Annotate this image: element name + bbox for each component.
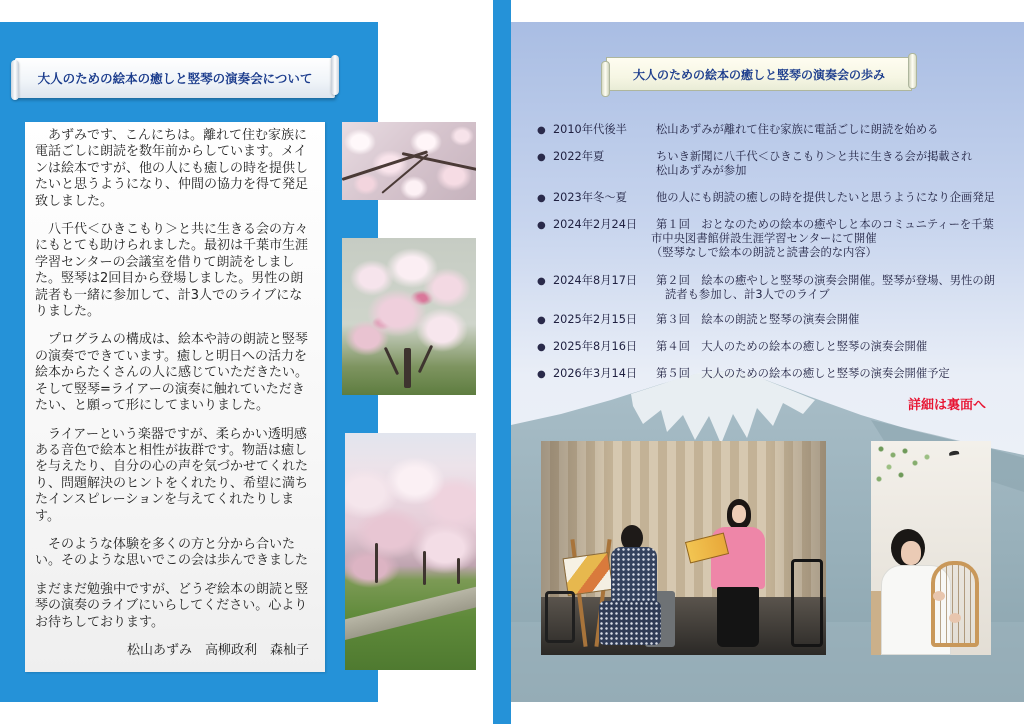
photo-harp-player (871, 441, 991, 655)
timeline-date: 2024年2月24日 (553, 218, 638, 231)
timeline-text (656, 367, 950, 381)
about-title-banner (15, 58, 335, 98)
timeline-date: 2026年3月14日 (553, 367, 638, 380)
chair (545, 591, 575, 643)
bullet-icon (537, 218, 549, 233)
about-paragraph-3: プログラムの構成は、絵本や詩の朗読と竪琴の演奏でできています。癒しと明日への活力を絵本からたくさんの人に感じていただきたい。そして竪琴=ライアーの演奏に触れていただきたい、と願って形にしてまいりました。 (35, 332, 309, 414)
about-paragraph-6: まだまだ勉強中ですが、どうぞ絵本の朗読と竪琴の演奏のライブにいらしてください。心よりお待ちしております。 (35, 581, 309, 630)
timeline-text (656, 340, 927, 354)
standing-performer-skirt (717, 587, 759, 647)
timeline-line: 市中央図書館併設生涯学習センターにて開催 (651, 232, 877, 245)
timeline-line: 第１回 おとなのための絵本の癒やしと本のコミュニティーを千葉 (656, 218, 994, 231)
harp (931, 561, 979, 647)
timeline-text (656, 191, 995, 205)
standing-performer-face (732, 505, 746, 523)
bullet-icon (537, 150, 549, 165)
timeline-line: ちいき新聞に八千代＜ひきこもり＞と共に生きる会が掲載され (656, 150, 973, 163)
about-paragraph-2: 八千代＜ひきこもり＞と共に生きる会の方々にもとても助けられました。最初は千葉市生涯学習センターの会議室を借りて朗読をしました。竪琴は2回目から登場しました。男性の朗読者も一緒に参加して、計3人でのライブになりました。 (35, 222, 309, 320)
see-reverse-note: 詳細は裏面へ (908, 398, 987, 413)
seated-performer-dress (611, 547, 657, 609)
timeline-line: 松山あずみが離れて住む家族に電話ごしに朗読を始める (656, 123, 939, 136)
about-paragraph-4: ライアーという楽器ですが、柔らかい透明感ある音色で絵本と相性が抜群です。物語は癒しを与えたり、自分の心の声を気づかせてくれたり、問題解決のヒントをくれたり、希望に満ちたインスピレーションを与えてくれたりします。 (35, 426, 309, 524)
photo-cherry-blossom-closeup (342, 122, 476, 200)
history-title: 大人のための絵本の癒しと竪琴の演奏会の歩み (632, 67, 885, 82)
timeline-text (656, 150, 972, 178)
bullet-icon (537, 313, 549, 328)
bullet-icon (537, 123, 549, 138)
timeline-line: 第２回 絵本の癒やしと竪琴の演奏会開催。竪琴が登場、男性の朗 (656, 274, 995, 287)
about-paragraph-5: そのような体験を多くの方と分から合いたい。そのような思いでこの会は歩んできました (35, 536, 309, 569)
bullet-icon (537, 367, 549, 382)
timeline-line: （竪琴なしで絵本の朗読と読書会的な内容） (651, 246, 877, 259)
timeline-date: 2022年夏 (553, 150, 605, 163)
timeline-line: 読者も参加し、計3人でのライブ (665, 288, 830, 301)
about-paragraph-1: あずみです、こんにちは。離れて住む家族に電話ごしに朗読を数年前からしています。メインは絵本ですが、他の人にも癒しの時を提供したいと思うようになり、仲間の協力を得て発足致しました。 (35, 128, 309, 209)
photo-reading-performance (541, 441, 826, 655)
history-title-banner (606, 57, 912, 91)
about-title: 大人のための絵本の癒しと竪琴の演奏会について (37, 71, 313, 86)
tree-trunk (404, 348, 411, 388)
timeline-line: 他の人にも朗読の癒しの時を提供したいと思うようになり企画発足 (656, 191, 995, 204)
timeline-text (656, 313, 859, 327)
timeline-line: 第５回 大人のための絵本の癒しと竪琴の演奏会開催予定 (656, 367, 950, 380)
tree-trunk (375, 543, 378, 583)
bullet-icon (537, 274, 549, 289)
signature: 松山あずみ 高柳政利 森杣子 (126, 642, 309, 658)
timeline-date: 2025年8月16日 (553, 340, 638, 353)
timeline-date: 2010年代後半 (553, 123, 627, 136)
timeline-date: 2024年8月17日 (553, 274, 638, 287)
tree-trunk (423, 551, 426, 585)
bullet-icon (537, 191, 549, 206)
riverside-path (345, 578, 476, 643)
timeline-text (651, 218, 994, 260)
harp-player-hand (949, 613, 961, 623)
timeline-text (656, 274, 995, 302)
timeline-date: 2025年2月15日 (553, 313, 638, 326)
tree-branch (384, 347, 399, 375)
center-fold-strip (493, 0, 511, 724)
photo-cherry-trees-riverbank (345, 433, 476, 670)
timeline-date: 2023年冬～夏 (553, 191, 627, 204)
about-text-box (25, 122, 325, 672)
timeline-line: 松山あずみが参加 (656, 164, 747, 177)
tree-branch (418, 345, 433, 373)
tree-trunk (457, 558, 460, 584)
harp-player-hand (933, 591, 945, 601)
bullet-icon (537, 340, 549, 355)
bird-icon (949, 450, 960, 456)
chair (871, 591, 881, 655)
timeline-text (656, 123, 938, 137)
harp-player-face (901, 541, 921, 565)
seated-performer-skirt (599, 601, 661, 645)
timeline-line: 第４回 大人のための絵本の癒しと竪琴の演奏会開催 (656, 340, 928, 353)
photo-blossoming-tree (342, 238, 476, 395)
picture-book-on-easel (563, 552, 614, 596)
leaf-decoration (871, 441, 941, 487)
branch (402, 152, 476, 172)
chair (791, 559, 823, 647)
timeline-line: 第３回 絵本の朗読と竪琴の演奏会開催 (656, 313, 860, 326)
